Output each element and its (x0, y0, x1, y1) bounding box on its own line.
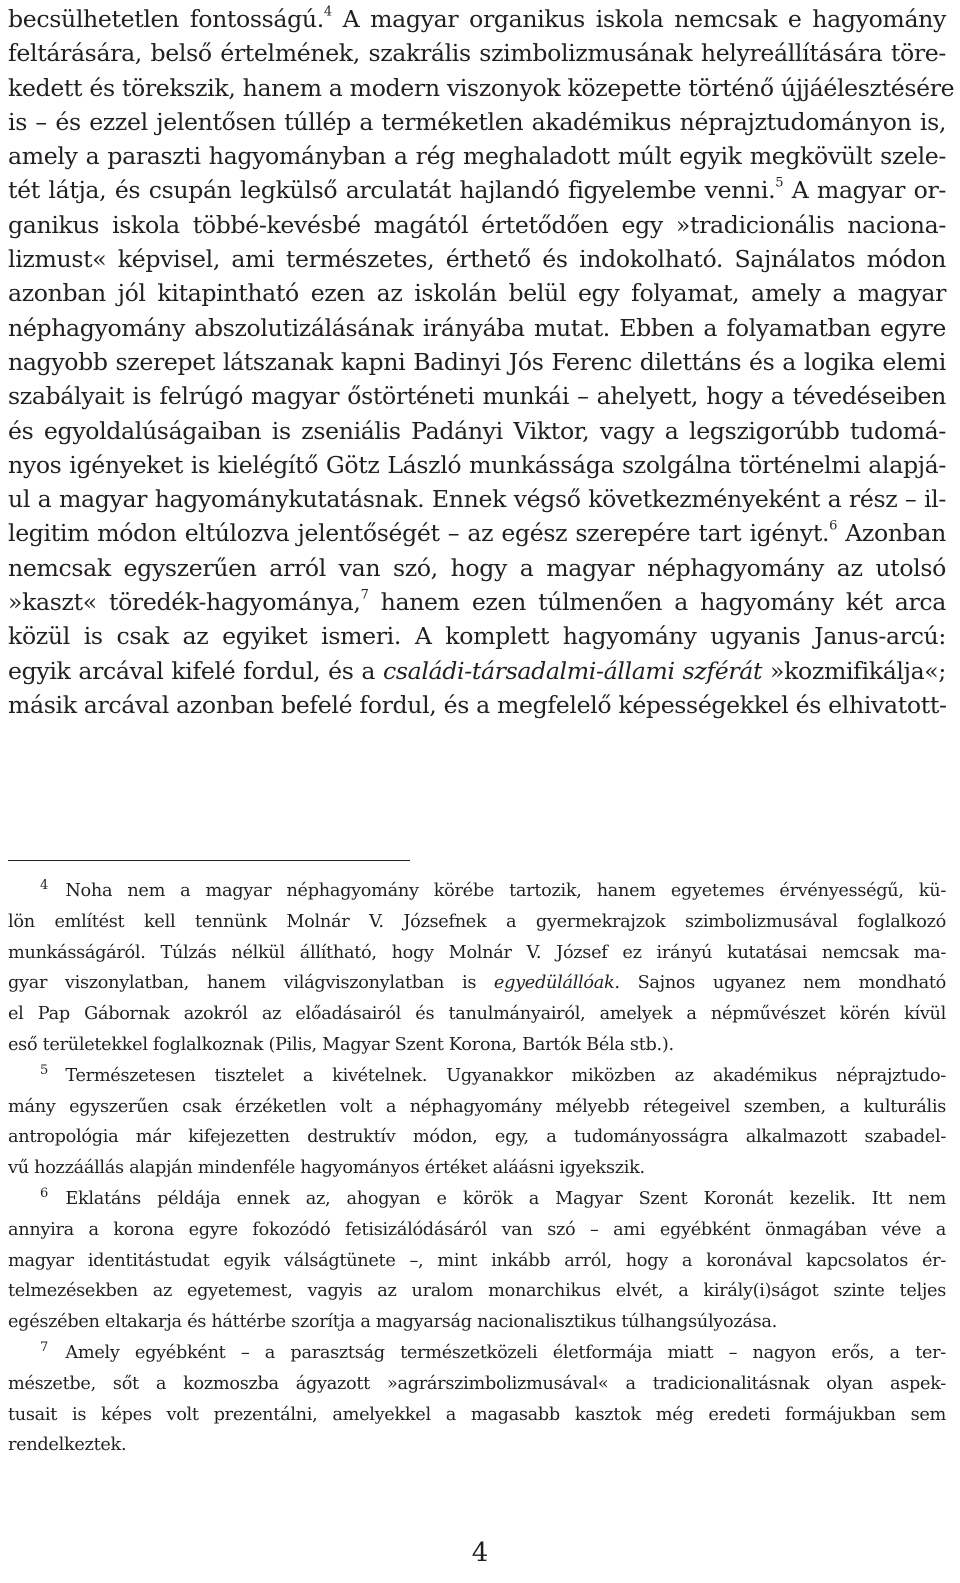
footnote-reference[interactable]: 5 (775, 175, 784, 191)
line-text: amely a paraszti hagyományban a rég meghaladott múlt egyik megkövült szele- (8, 142, 946, 171)
text-line (8, 876, 946, 907)
line-text: rendelkeztek. (8, 1435, 127, 1456)
line-text: A magyar organikus iskola nemcsak e hagyomány (331, 5, 946, 33)
text-line (8, 379, 946, 413)
text-line (8, 1276, 946, 1307)
text-line (8, 414, 946, 448)
line-text: antropológia már kifejezetten destruktív módon, egy, a tudományosságra alkalmazott szabadel- (8, 1127, 946, 1148)
line-text: egészében eltakarja és háttérbe szorítja a magyarság nacionalisztikus túlhangsúlyozása. (8, 1312, 777, 1333)
line-text: Amely egyébként – a parasztság természetközeli életformája miatt – nagyon erős, a ter- (65, 1342, 946, 1363)
footnote-4 (8, 876, 946, 1061)
footnote-number: 5 (40, 1062, 48, 1078)
line-text: Eklatáns példája ennek az, ahogyan e körök a Magyar Szent Koronát kezelik. Itt nem (65, 1188, 946, 1209)
text-line (8, 71, 955, 105)
text-line (8, 516, 946, 550)
line-text: vű hozzáállás alapján mindenféle hagyományos értéket aláásni igyekszik. (8, 1158, 645, 1179)
text-line (8, 688, 946, 722)
text-line (8, 208, 946, 242)
text-line (8, 907, 946, 938)
line-text: másik arcával azonban befelé fordul, és a megfelelő képességekkel és elhivatott- (8, 690, 947, 719)
line-text: mészetbe, sőt a kozmoszba ágyazott »agrárszimbolizmusával« a tradicionalitásnak olyan aspek- (8, 1373, 946, 1394)
text-line (8, 139, 946, 173)
text-line (8, 173, 946, 207)
footnote-reference[interactable]: 7 (360, 587, 369, 603)
text-line (8, 311, 946, 345)
line-text: Természetesen tisztelet a kivételnek. Ugyanakkor miközben az akadémikus néprajztudo- (65, 1065, 946, 1086)
line-text: közül is csak az egyiket ismeri. A komplett hagyomány ugyanis Janus-arcú: (8, 622, 946, 651)
line-text: ul a magyar hagyománykutatásnak. Ennek végső következményeként a rész – il- (8, 485, 946, 514)
text-line (8, 999, 946, 1030)
italic-phrase: egyedülállóak (493, 973, 615, 994)
line-text: eső területekkel foglalkoznak (Pilis, Magyar Szent Korona, Bartók Béla stb.). (8, 1034, 674, 1055)
text-line (8, 1246, 946, 1277)
footnote-5 (8, 1061, 946, 1184)
line-text: gyar viszonylatban, hanem világviszonylatban is (8, 973, 494, 994)
line-text: . Sajnos ugyanez nem mondható (614, 973, 946, 994)
line-text: el Pap Gábornak azokról az előadásairól és tanulmányairól, amelyek a népművészet körén kívül (8, 1004, 946, 1025)
line-text: hanem ezen túlmenően a hagyomány két arca (368, 588, 946, 617)
text-line (8, 1400, 946, 1431)
line-text: is – és ezzel jelentősen túllép a terméketlen akadémikus néprajztudományon is, (8, 107, 946, 136)
text-line (8, 1338, 946, 1369)
line-text: »kaszt« töredék-hagyománya, (8, 588, 361, 617)
line-text: »kozmifikálja«; (762, 656, 946, 685)
text-line (8, 1061, 946, 1092)
line-text: nyos igényeket is kielégítő Götz László munkássága szolgálna történelmi alapjá- (8, 450, 946, 479)
line-text: tusait is képes volt prezentálni, amelyekkel a magasabb kasztok még eredeti formájukban sem (8, 1404, 946, 1425)
line-text: telmezésekben az egyetemest, vagyis az uralom monarchikus elvét, a király(i)ságot szinte teljes (8, 1281, 946, 1302)
line-text: lön említést kell tennünk Molnár V. Józsefnek a gyermekrajzok szimbolizmusával foglalkozó (8, 911, 946, 932)
line-text: mány egyszerűen csak érzéketlen volt a néphagyomány mélyebb rétegeivel szemben, a kulturális (8, 1096, 946, 1117)
line-text: ganikus iskola többé-kevésbé magától értetődően egy »tradicionális naciona- (8, 210, 946, 239)
line-text: tét látja, és csupán legkülső arculatát hajlandó figyelembe venni. (8, 176, 776, 205)
text-line (8, 1307, 946, 1338)
line-text: Azonban (837, 519, 946, 548)
text-line (8, 938, 946, 969)
main-body-text (8, 2, 955, 722)
line-text: nemcsak egyszerűen arról van szó, hogy a magyar néphagyomány az utolsó (8, 553, 946, 582)
footnote-number: 6 (40, 1185, 48, 1201)
line-text: néphagyomány abszolutizálásának irányába mutat. Ebben a folyamatban egyre (8, 313, 946, 342)
line-text: becsülhetetlen fontosságú. (8, 5, 324, 33)
text-line (8, 345, 946, 379)
footnote-reference[interactable]: 4 (323, 4, 332, 20)
text-line (8, 276, 946, 310)
footnote-number: 7 (40, 1339, 48, 1355)
text-line (8, 1215, 946, 1246)
footnote-number: 4 (40, 877, 48, 893)
text-line (8, 105, 946, 139)
text-line (8, 619, 946, 653)
footnotes (8, 876, 946, 1461)
text-line (8, 36, 946, 70)
text-line (8, 968, 946, 999)
footnote-7 (8, 1338, 946, 1461)
text-line (8, 1030, 946, 1061)
footnote-reference[interactable]: 6 (829, 518, 838, 534)
text-line (8, 654, 946, 688)
line-text: A magyar or- (783, 176, 946, 205)
footnote-separator (8, 860, 410, 861)
text-line (8, 1153, 946, 1184)
text-line (8, 1122, 946, 1153)
text-line (8, 242, 946, 276)
line-text: kedett és törekszik, hanem a modern viszonyok közepette történő újjáélesztésére (8, 73, 955, 102)
line-text: azonban jól kitapintható ezen az iskolán belül egy folyamat, amely a magyar (8, 279, 946, 308)
text-line (8, 585, 946, 619)
text-line (8, 1184, 946, 1215)
line-text: és egyoldalúságaiban is zseniális Padányi Viktor, vagy a legszigorúbb tudomá- (8, 416, 946, 445)
text-line (8, 1092, 946, 1123)
text-line (8, 482, 946, 516)
italic-phrase: családi-társadalmi-állami szférát (383, 656, 763, 685)
line-text: szabályait is felrúgó magyar őstörténeti munkái – ahelyett, hogy a tévedéseiben (8, 382, 946, 411)
line-text: lizmust« képvisel, ami természetes, érthető és indokolható. Sajnálatos módon (8, 245, 946, 274)
text-line (8, 2, 946, 36)
page-number: 4 (471, 1538, 489, 1568)
line-text: legitim módon eltúlozva jelentőségét – az egész szerepére tart igényt. (8, 519, 830, 548)
line-text: egyik arcával kifelé fordul, és a (8, 656, 384, 685)
line-text: nagyobb szerepet látszanak kapni Badinyi Jós Ferenc dilettáns és a logika elemi (8, 347, 946, 376)
line-text: munkásságáról. Túlzás nélkül állítható, hogy Molnár V. József ez irányú kutatásai nemcsak ma- (8, 942, 946, 963)
text-line (8, 551, 946, 585)
text-line (8, 1430, 946, 1461)
footnote-6 (8, 1184, 946, 1338)
text-line (8, 1369, 946, 1400)
text-line (8, 448, 946, 482)
line-text: feltárására, belső értelmének, szakrális szimbolizmusának helyreállítására töre- (8, 39, 946, 68)
line-text: Noha nem a magyar néphagyomány körébe tartozik, hanem egyetemes érvényességű, kü- (65, 881, 946, 901)
line-text: magyar identitástudat egyik válságtünete –, mint inkább arról, hogy a koronával kapcsolatos ér- (8, 1250, 946, 1271)
line-text: annyira a korona egyre fokozódó fetisizálódásáról van szó – ami egyébként önmagában véve a (8, 1219, 946, 1240)
